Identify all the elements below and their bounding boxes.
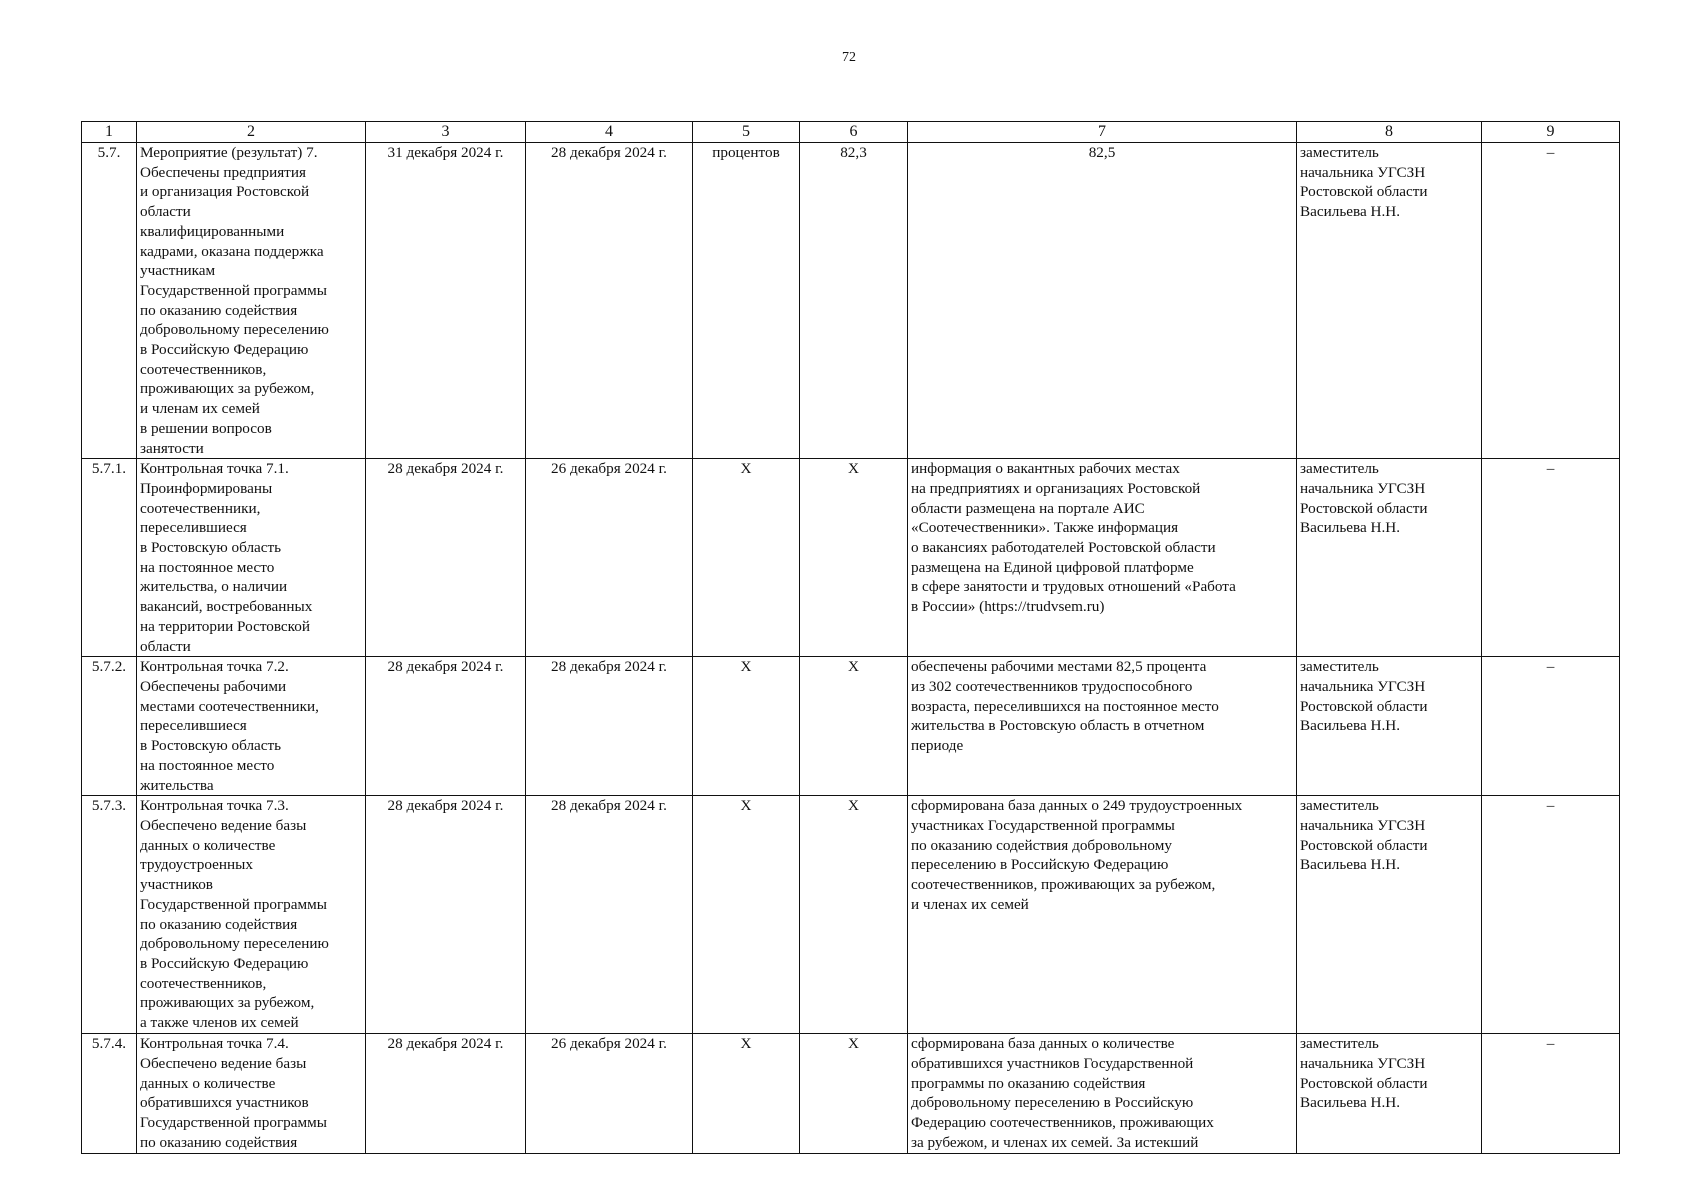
actual-date: 28 декабря 2024 г. — [526, 796, 693, 1034]
activity-name: Контрольная точка 7.4. Обеспечено ведение базы данных о количестве обратившихся участников Государственной программы по оказанию содействия — [137, 1034, 366, 1153]
unit-of-measure: Х — [693, 657, 800, 796]
row-number: 5.7.2. — [82, 657, 137, 796]
page-number: 72 — [842, 50, 856, 65]
unit-of-measure: процентов — [693, 143, 800, 459]
row-number: 5.7.3. — [82, 796, 137, 1034]
actual-result: 82,5 — [908, 143, 1297, 459]
column-header: 5 — [693, 122, 800, 143]
note: – — [1482, 657, 1620, 796]
row-number: 5.7.4. — [82, 1034, 137, 1153]
column-header: 2 — [137, 122, 366, 143]
responsible-person: заместитель начальника УГСЗН Ростовской области Васильева Н.Н. — [1297, 657, 1482, 796]
activity-name: Контрольная точка 7.2. Обеспечены рабочими местами соотечественники, переселившиеся в Ростовскую область на постоянное место жительства — [137, 657, 366, 796]
planned-value: Х — [800, 1034, 908, 1153]
row-number: 5.7.1. — [82, 459, 137, 657]
note: – — [1482, 1034, 1620, 1153]
table-row — [82, 459, 1620, 657]
column-header: 3 — [366, 122, 526, 143]
planned-date: 28 декабря 2024 г. — [366, 657, 526, 796]
column-header: 9 — [1482, 122, 1620, 143]
planned-date: 28 декабря 2024 г. — [366, 459, 526, 657]
actual-date: 26 декабря 2024 г. — [526, 459, 693, 657]
column-header: 6 — [800, 122, 908, 143]
unit-of-measure: Х — [693, 796, 800, 1034]
planned-value: Х — [800, 657, 908, 796]
note: – — [1482, 143, 1620, 459]
column-header: 8 — [1297, 122, 1482, 143]
planned-date: 28 декабря 2024 г. — [366, 1034, 526, 1153]
column-header: 4 — [526, 122, 693, 143]
row-number: 5.7. — [82, 143, 137, 459]
activity-name: Контрольная точка 7.3. Обеспечено ведение базы данных о количестве трудоустроенных участников Государственной программы по оказанию содействия добровольному переселению в Российскую Федерацию соотечественников, проживающих за рубежом, а также членов их семей — [137, 796, 366, 1034]
note: – — [1482, 459, 1620, 657]
responsible-person: заместитель начальника УГСЗН Ростовской области Васильева Н.Н. — [1297, 1034, 1482, 1153]
activity-name: Контрольная точка 7.1. Проинформированы соотечественники, переселившиеся в Ростовскую область на постоянное место жительства, о наличии вакансий, востребованных на территории Ростовской области — [137, 459, 366, 657]
planned-date: 31 декабря 2024 г. — [366, 143, 526, 459]
responsible-person: заместитель начальника УГСЗН Ростовской области Васильева Н.Н. — [1297, 459, 1482, 657]
unit-of-measure: Х — [693, 459, 800, 657]
actual-result: обеспечены рабочими местами 82,5 процента из 302 соотечественников трудоспособного возраста, переселившихся на постоянное место жительства в Ростовскую область в отчетном периоде — [908, 657, 1297, 796]
planned-value: Х — [800, 796, 908, 1034]
table-row — [82, 1034, 1620, 1153]
header-row — [82, 122, 1620, 143]
responsible-person: заместитель начальника УГСЗН Ростовской области Васильева Н.Н. — [1297, 796, 1482, 1034]
activity-name: Мероприятие (результат) 7. Обеспечены предприятия и организация Ростовской области квалифицированными кадрами, оказана поддержка участникам Государственной программы по оказанию содействия добровольному переселению в Российскую Федерацию соотечественников, проживающих за рубежом, и членам их семей в решении вопросов занятости — [137, 143, 366, 459]
planned-date: 28 декабря 2024 г. — [366, 796, 526, 1034]
actual-result: информация о вакантных рабочих местах на предприятиях и организациях Ростовской области размещена на портале АИС «Соотечественники». Также информация о вакансиях работодателей Ростовской области размещена на Единой цифровой платформе в сфере занятости и трудовых отношений «Работа в России» (https://trudvsem.ru) — [908, 459, 1297, 657]
planned-value: 82,3 — [800, 143, 908, 459]
actual-date: 26 декабря 2024 г. — [526, 1034, 693, 1153]
table-row — [82, 657, 1620, 796]
responsible-person: заместитель начальника УГСЗН Ростовской области Васильева Н.Н. — [1297, 143, 1482, 459]
table-row — [82, 796, 1620, 1034]
note: – — [1482, 796, 1620, 1034]
column-header: 7 — [908, 122, 1297, 143]
column-header: 1 — [82, 122, 137, 143]
actual-date: 28 декабря 2024 г. — [526, 657, 693, 796]
report-table — [81, 121, 1620, 1154]
table-row — [82, 143, 1620, 459]
actual-date: 28 декабря 2024 г. — [526, 143, 693, 459]
planned-value: Х — [800, 459, 908, 657]
actual-result: сформирована база данных о 249 трудоустроенных участниках Государственной программы по оказанию содействия добровольному переселению в Российскую Федерацию соотечественников, проживающих за рубежом, и членах их семей — [908, 796, 1297, 1034]
unit-of-measure: Х — [693, 1034, 800, 1153]
actual-result: сформирована база данных о количестве обратившихся участников Государственной программы по оказанию содействия добровольному переселению в Российскую Федерацию соотечественников, проживающих за рубежом, и членах их семей. За истекший — [908, 1034, 1297, 1153]
